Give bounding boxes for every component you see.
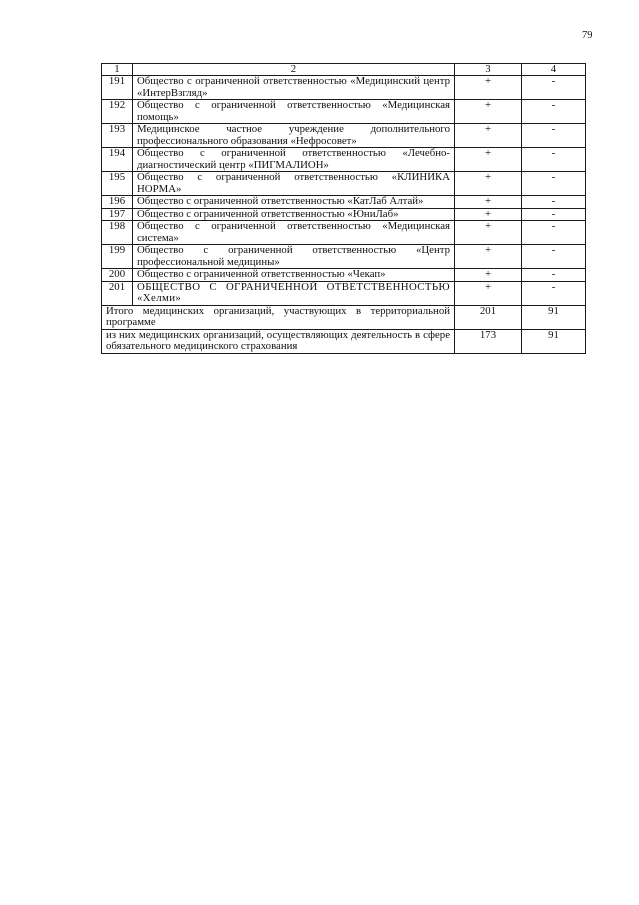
header-col-4: 4: [522, 64, 586, 76]
row-number: 192: [102, 100, 133, 124]
summary-oms-territorial: 173: [455, 329, 522, 353]
table-header-row: [102, 64, 586, 76]
table-row: [102, 76, 586, 100]
organization-name: Общество с ограниченной ответственностью «Медицинская система»: [133, 221, 455, 245]
territorial-program-mark: +: [455, 245, 522, 269]
header-col-3: 3: [455, 64, 522, 76]
organization-name: Общество с ограниченной ответственностью «Чекап»: [133, 269, 455, 282]
oms-mark: -: [522, 124, 586, 148]
organization-name: Общество с ограниченной ответственностью «ЮниЛаб»: [133, 208, 455, 221]
table-row: [102, 172, 586, 196]
organization-name: Общество с ограниченной ответственностью «Медицинский центр «ИнтерВзгляд»: [133, 76, 455, 100]
row-number: 200: [102, 269, 133, 282]
header-col-1: 1: [102, 64, 133, 76]
summary-row-oms: [102, 329, 586, 353]
organization-name: Общество с ограниченной ответственностью «Лечебно-диагностический центр «ПИГМАЛИОН»: [133, 148, 455, 172]
territorial-program-mark: +: [455, 281, 522, 305]
territorial-program-mark: +: [455, 221, 522, 245]
oms-mark: -: [522, 100, 586, 124]
oms-mark: -: [522, 148, 586, 172]
summary-oms-oms: 91: [522, 329, 586, 353]
organizations-table: [101, 63, 586, 354]
oms-mark: -: [522, 76, 586, 100]
oms-mark: -: [522, 269, 586, 282]
table-row: [102, 245, 586, 269]
organization-name: Медицинское частное учреждение дополнительного профессионального образования «Нефросовет»: [133, 124, 455, 148]
oms-mark: -: [522, 172, 586, 196]
oms-mark: -: [522, 208, 586, 221]
oms-mark: -: [522, 221, 586, 245]
summary-label: Итого медицинских организаций, участвующих в территориальной программе: [102, 305, 455, 329]
oms-mark: -: [522, 196, 586, 209]
territorial-program-mark: +: [455, 172, 522, 196]
territorial-program-mark: +: [455, 124, 522, 148]
summary-total-territorial: 201: [455, 305, 522, 329]
territorial-program-mark: +: [455, 196, 522, 209]
row-number: 201: [102, 281, 133, 305]
oms-mark: -: [522, 245, 586, 269]
oms-mark: -: [522, 281, 586, 305]
organization-name: Общество с ограниченной ответственностью «Центр профессиональной медицины»: [133, 245, 455, 269]
organization-name: Общество с ограниченной ответственностью «КЛИНИКА НОРМА»: [133, 172, 455, 196]
summary-label: из них медицинских организаций, осуществляющих деятельность в сфере обязательного медицинского страхования: [102, 329, 455, 353]
table-row: [102, 100, 586, 124]
row-number: 191: [102, 76, 133, 100]
row-number: 197: [102, 208, 133, 221]
territorial-program-mark: +: [455, 269, 522, 282]
header-col-2: 2: [133, 64, 455, 76]
territorial-program-mark: +: [455, 148, 522, 172]
table-row: [102, 196, 586, 209]
territorial-program-mark: +: [455, 76, 522, 100]
row-number: 193: [102, 124, 133, 148]
table-row: [102, 221, 586, 245]
table-row: [102, 148, 586, 172]
row-number: 198: [102, 221, 133, 245]
page-number: 79: [582, 30, 593, 41]
summary-row-total: [102, 305, 586, 329]
summary-total-oms: 91: [522, 305, 586, 329]
table-row: [102, 124, 586, 148]
row-number: 196: [102, 196, 133, 209]
table-row: [102, 208, 586, 221]
organization-name: Общество с ограниченной ответственностью «КатЛаб Алтай»: [133, 196, 455, 209]
table-row: [102, 269, 586, 282]
table-row: [102, 281, 586, 305]
row-number: 194: [102, 148, 133, 172]
organization-name: ОБЩЕСТВО С ОГРАНИЧЕННОЙ ОТВЕТСТВЕННОСТЬЮ «Хелми»: [133, 281, 455, 305]
territorial-program-mark: +: [455, 208, 522, 221]
row-number: 199: [102, 245, 133, 269]
organization-name: Общество с ограниченной ответственностью «Медицинская помощь»: [133, 100, 455, 124]
territorial-program-mark: +: [455, 100, 522, 124]
row-number: 195: [102, 172, 133, 196]
